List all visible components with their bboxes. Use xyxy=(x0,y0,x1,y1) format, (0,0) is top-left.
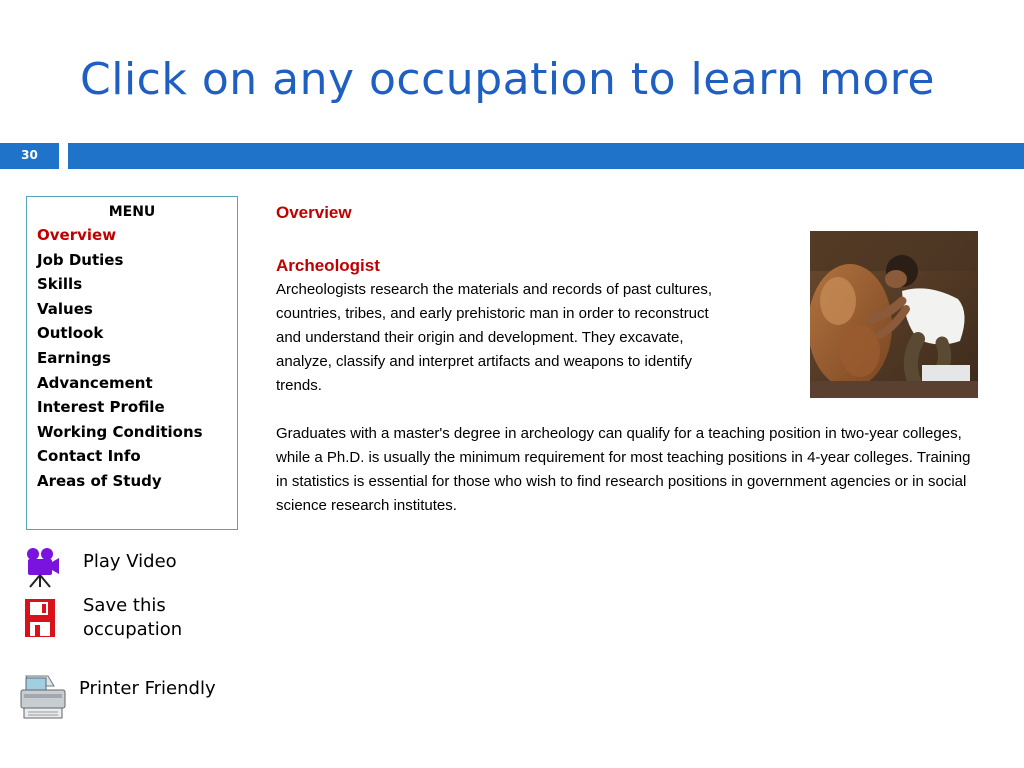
menu-item-overview[interactable]: Overview xyxy=(37,226,117,244)
menu-item-working-conditions[interactable]: Working Conditions xyxy=(37,422,203,441)
occupation-description: Archeologists research the materials and records of past cultures, countries, tribes, and early prehistoric man in order to reconstruct and understand their origin and development. They excavate, analyze, classify and interpret artifacts and weapons to identify trends. xyxy=(276,281,713,394)
menu-item-earnings[interactable]: Earnings xyxy=(37,348,111,367)
save-occupation-button[interactable] xyxy=(24,595,183,642)
play-video-button[interactable] xyxy=(24,546,177,588)
menu-list xyxy=(37,223,237,494)
archeologist-photo xyxy=(810,231,978,398)
menu-item-values[interactable]: Values xyxy=(37,299,93,318)
menu-item-skills[interactable]: Skills xyxy=(37,275,83,294)
save-label-line2: occupation xyxy=(83,619,183,640)
play-video-label: Play Video xyxy=(83,551,177,572)
save-label-line1: Save this xyxy=(83,595,166,616)
menu-panel xyxy=(26,196,238,530)
menu-item-contact-info[interactable]: Contact Info xyxy=(37,447,141,466)
slide-number: 30 xyxy=(0,143,59,169)
printer-friendly-button[interactable] xyxy=(18,672,216,722)
printer-icon xyxy=(18,672,68,722)
menu-item-advancement[interactable]: Advancement xyxy=(37,373,153,392)
floppy-disk-icon xyxy=(24,598,58,638)
section-title: Overview xyxy=(276,203,352,222)
education-paragraph: Graduates with a master's degree in archeology can qualify for a teaching position in two-year colleges, while a Ph.D. is usually the minimum requirement for most teaching positions in 4-year colleges. Training in statistics is essential for those who wish to find research positions in government agencies or in social science research institutes. xyxy=(276,425,971,514)
menu-item-interest-profile[interactable]: Interest Profile xyxy=(37,398,165,417)
menu-item-outlook[interactable]: Outlook xyxy=(37,324,104,343)
occupation-name: Archeologist xyxy=(276,256,380,275)
header-band xyxy=(68,143,1024,169)
page-title: Click on any occupation to learn more xyxy=(80,54,935,105)
menu-item-areas-of-study[interactable]: Areas of Study xyxy=(37,471,162,490)
menu-heading: MENU xyxy=(108,204,156,220)
menu-item-job-duties[interactable]: Job Duties xyxy=(37,250,124,269)
video-camera-icon xyxy=(24,546,60,588)
printer-friendly-label: Printer Friendly xyxy=(79,678,216,699)
